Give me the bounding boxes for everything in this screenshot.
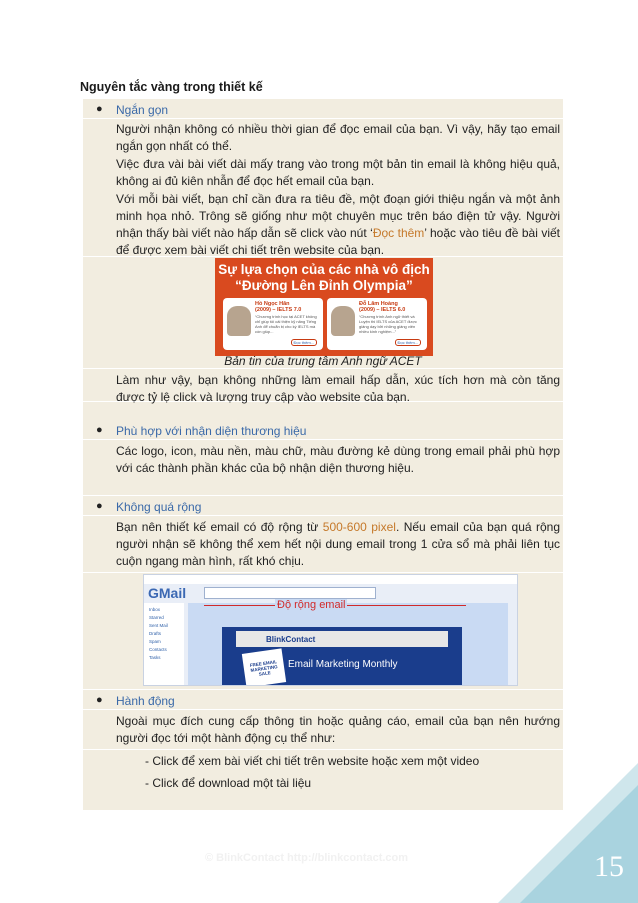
gmail-topbar: [144, 575, 518, 584]
text: Bạn nên thiết kế email có độ rộng từ: [116, 520, 323, 534]
item-title-width: Không quá rộng: [116, 500, 202, 514]
promo-subtitle: “Đường Lên Đỉnh Olympia”: [235, 278, 413, 293]
sidebar-item: Spam: [149, 639, 161, 644]
width-label: Độ rộng email: [277, 599, 346, 611]
item-title-action: Hành động: [116, 694, 175, 708]
portrait-photo: [227, 306, 251, 336]
page-number: 15: [594, 850, 624, 883]
sub-item: - Click để xem bài viết chi tiết trên website hoặc xem một video: [145, 754, 480, 768]
paragraph: Ngoài mục đích cung cấp thông tin hoặc quảng cáo, email của bạn nên hướng người đọc tới một hành động cụ thể như:: [116, 714, 560, 745]
text: ’ hoặc vào tiêu đề bài viết để được xem bài viết chi tiết trên website của bạn.: [116, 226, 560, 257]
item-title-brand: Phù hợp với nhận diện thương hiệu: [116, 424, 307, 438]
sidebar-item: Inbox: [149, 607, 161, 612]
bullet-icon: ●: [96, 103, 103, 115]
gmail-search-box: [204, 587, 376, 599]
testimonial-card: [327, 298, 427, 350]
item-title-ngan-gon: Ngắn gọn: [116, 103, 169, 117]
pixel-range-text: 500-600 pixel: [322, 520, 396, 534]
sale-badge: [242, 648, 286, 686]
brand-name: BlinkContact: [266, 635, 316, 644]
read-more-link[interactable]: Đọc thêm...: [395, 339, 421, 346]
name-text: Hồ Ngọc Hân: [255, 301, 290, 307]
text: Với mỗi bài viết, bạn chỉ cần đưa ra tiêu đề, một đoạn giới thiệu ngắn và một ảnh minh họa nhỏ. Trông sẽ giống như một chuyên mục trên báo điện tử vậy. Người nhận thấy bài viết nào hấp dẫn sẽ click vào nút ‘: [116, 192, 560, 240]
read-more-text: Đọc thêm: [372, 226, 425, 240]
bullet-icon: ●: [96, 424, 103, 436]
paragraph: Các logo, icon, màu nền, màu chữ, màu đường kẻ dùng trong email phải phù hợp với các thành phần khác của bộ nhận diện thương hiệu.: [116, 444, 560, 475]
bullet-icon: ●: [96, 500, 103, 512]
image-caption: Bản tin của trung tâm Anh ngữ ACET: [224, 354, 422, 368]
email-header: [236, 631, 448, 647]
badge-text: FREE EMAIL MARKETING SALE: [249, 659, 278, 677]
sub-item: - Click để download một tài liệu: [145, 776, 312, 790]
year-text: (2009) – IELTS 7.0: [255, 307, 302, 313]
footer-copyright: © BlinkContact http://blinkcontact.com: [205, 852, 409, 864]
paragraph: Việc đưa vài bài viết dài mấy trang vào trong một bản tin email là không hiệu quả, không ai đủ kiên nhẫn để đọc hết email của bạn.: [116, 157, 560, 188]
sidebar-item: Sent Mail: [149, 623, 168, 628]
read-more-link[interactable]: Đọc thêm...: [291, 339, 317, 346]
email-preview: [222, 627, 462, 686]
promo-title: Sự lựa chọn của các nhà vô địch: [218, 262, 430, 277]
email-title: Email Marketing Monthly: [288, 659, 398, 670]
sidebar-item: Tasks: [149, 655, 161, 660]
testimonial-card: [223, 298, 323, 350]
text: . Nếu email của bạn quá rộng người nhận sẽ không thể xem hết nội dung email trong 1 cửa sổ mà phải liên tục cuộn ngang màn hình, rất khó chịu.: [116, 520, 560, 568]
testimonial-text: “Chương trình Anh ngữ thiết và Luyện thi IELTS của ACET được giảng dạy bởi những giảng viên nhiều kinh nghiệm...”: [359, 314, 417, 334]
sidebar-item: Contacts: [149, 647, 167, 652]
name-text: Đỗ Lâm Hoàng: [359, 301, 398, 307]
paragraph: Làm như vậy, bạn không những làm email hấp dẫn, xúc tích hơn mà còn tăng được tỷ lệ click và lượng truy cập vào website của bạn.: [116, 373, 560, 404]
gmail-screenshot-image: [143, 574, 518, 686]
page-corner-fold: [520, 785, 638, 903]
student-name: [359, 301, 405, 313]
bullet-icon: ●: [96, 694, 103, 706]
acet-newsletter-image: [215, 258, 433, 356]
paragraph: [116, 191, 560, 259]
gmail-sidebar: [144, 603, 184, 686]
sidebar-item: Starred: [149, 615, 164, 620]
sidebar-item: Drafts: [149, 631, 162, 636]
year-text: (2009) – IELTS 6.0: [359, 307, 406, 313]
testimonial-text: “Chương trình học tại ACET không chỉ giúp tôi cải thiện kỹ năng Tiếng Anh để chuẩn bị cho kỳ IELTS mà còn giúp...: [255, 314, 317, 334]
gmail-logo: GMail: [148, 585, 187, 601]
paragraph: Người nhận không có nhiều thời gian để đọc email của bạn. Vì vậy, hãy tạo email ngắn gọn nhất có thể.: [116, 122, 560, 153]
paragraph: [116, 519, 560, 570]
student-name: [255, 301, 301, 313]
portrait-photo: [331, 306, 355, 336]
section-heading: Nguyên tắc vàng trong thiết kế: [80, 80, 263, 94]
